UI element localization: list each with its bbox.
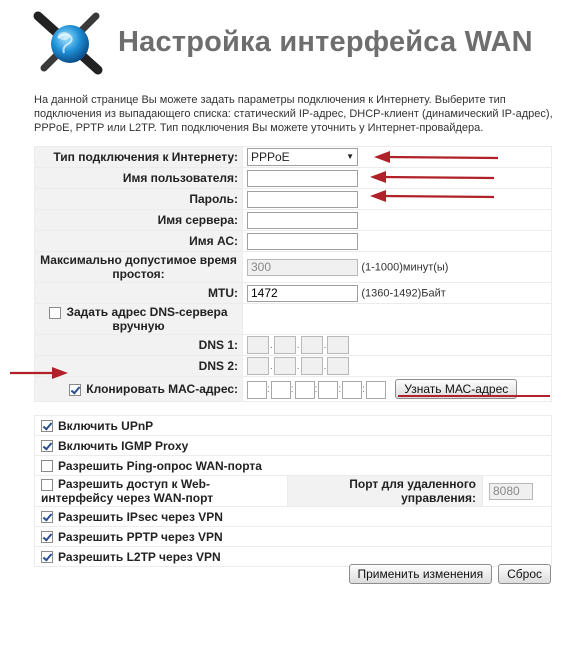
server-name-input[interactable]: [247, 212, 358, 229]
password-label: Пароль:: [35, 189, 243, 210]
wan-options-table: [34, 415, 552, 567]
page-header: [30, 8, 550, 78]
username-input[interactable]: [247, 170, 358, 187]
dns2-octet-1[interactable]: [247, 357, 269, 375]
bottom-buttons: [349, 564, 552, 584]
mac-octet-1[interactable]: [247, 381, 267, 399]
dns1-octet-1[interactable]: [247, 336, 269, 354]
pptp-label: Разрешить PPTP через VPN: [58, 529, 223, 544]
dns-manual-label: Задать адрес DNS-сервера вручную: [66, 305, 228, 333]
dns-manual-cell: [35, 304, 243, 335]
upnp-checkbox[interactable]: [41, 420, 53, 432]
mac-octet-5[interactable]: [342, 381, 362, 399]
reset-button[interactable]: Сброс: [498, 564, 551, 584]
red-underline-mark: [396, 393, 552, 399]
dns1-octet-2[interactable]: [274, 336, 296, 354]
page-title: Настройка интерфейса WAN: [118, 26, 533, 58]
server-name-label: Имя сервера:: [35, 210, 243, 231]
remote-port-input[interactable]: [489, 483, 533, 500]
dns2-octet-2[interactable]: [274, 357, 296, 375]
l2tp-label: Разрешить L2TP через VPN: [58, 549, 221, 564]
wrench-screwdriver-globe-icon: [30, 8, 110, 78]
web-access-checkbox[interactable]: [41, 479, 53, 491]
clone-mac-cell: [35, 377, 243, 402]
upnp-label: Включить UPnP: [58, 418, 154, 433]
connection-type-select[interactable]: [247, 148, 358, 166]
mtu-label: MTU:: [35, 283, 243, 304]
page-description: На данной странице Вы можете задать параметры подключения к Интернету. Выберите тип подключения из выпадающего списка: статический IP-адрес, DHCP-клиент (динамический IP-адрес), PPPoE, PPTP или L2TP. Тип подключения Вы можете уточнить у Интернет-провайдера.: [34, 94, 553, 134]
igmp-label: Включить IGMP Proxy: [58, 438, 189, 453]
dns-manual-checkbox[interactable]: [49, 307, 61, 319]
connection-type-label: Тип подключения к Интернету:: [35, 147, 243, 168]
username-label: Имя пользователя:: [35, 168, 243, 189]
mtu-input[interactable]: [247, 285, 358, 302]
idle-time-unit: (1-1000)минут(ы): [361, 261, 449, 273]
connection-type-value: PPPoE: [251, 150, 290, 164]
pptp-checkbox[interactable]: [41, 531, 53, 543]
wan-settings-table: [34, 146, 552, 402]
clone-mac-label: Клонировать МАС-адрес:: [86, 382, 238, 396]
idle-time-label: Максимально допустимое время простоя:: [35, 252, 243, 283]
get-mac-button[interactable]: Узнать МАС-адрес: [395, 379, 517, 399]
mtu-unit: (1360-1492)Байт: [361, 287, 446, 299]
dns2-label: DNS 2:: [35, 356, 243, 377]
password-input[interactable]: [247, 191, 358, 208]
idle-time-input[interactable]: [247, 259, 358, 276]
apply-button[interactable]: Применить изменения: [349, 564, 493, 584]
dns2-octet-4[interactable]: [327, 357, 349, 375]
igmp-checkbox[interactable]: [41, 440, 53, 452]
mac-octet-2[interactable]: [271, 381, 291, 399]
dns1-label: DNS 1:: [35, 335, 243, 356]
remote-port-label: Порт для удаленного управления:: [288, 476, 483, 507]
ac-name-label: Имя АС:: [35, 231, 243, 252]
dns2-octet-3[interactable]: [301, 357, 323, 375]
mac-address-input[interactable]: : : : : : Узнать МАС-адрес: [243, 377, 552, 402]
ac-name-input[interactable]: [247, 233, 358, 250]
dropdown-arrow-icon: ▼: [346, 152, 354, 161]
red-arrow-icon: [368, 170, 498, 184]
dns1-input[interactable]: . . .: [243, 335, 552, 356]
dns1-octet-3[interactable]: [301, 336, 323, 354]
ping-label: Разрешить Ping-опрос WAN-порта: [58, 458, 262, 473]
ipsec-checkbox[interactable]: [41, 511, 53, 523]
ping-checkbox[interactable]: [41, 460, 53, 472]
ipsec-label: Разрешить IPsec через VPN: [58, 509, 223, 524]
dns1-octet-4[interactable]: [327, 336, 349, 354]
mac-octet-3[interactable]: [295, 381, 315, 399]
web-access-label: Разрешить доступ к Web-интерфейсу через WAN-порт: [41, 477, 214, 505]
red-arrow-icon: [8, 366, 70, 380]
red-arrow-icon: [368, 189, 498, 203]
mac-octet-4[interactable]: [318, 381, 338, 399]
mac-octet-6[interactable]: [366, 381, 386, 399]
clone-mac-checkbox[interactable]: [69, 384, 81, 396]
dns2-input[interactable]: . . .: [243, 356, 552, 377]
l2tp-checkbox[interactable]: [41, 551, 53, 563]
red-arrow-icon: [372, 150, 502, 164]
